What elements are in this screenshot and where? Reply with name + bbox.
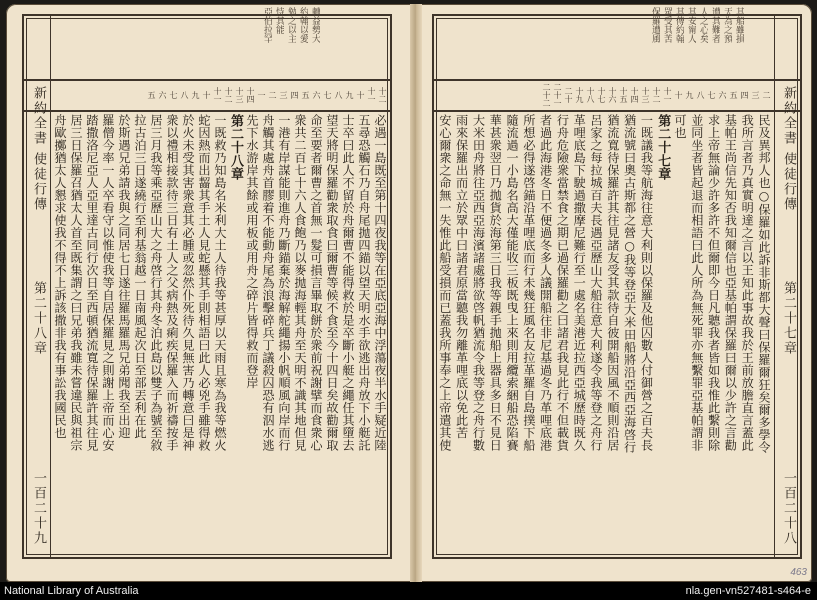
left-note-2: 約翰以愛 <box>298 7 308 43</box>
right-marginal-notes <box>444 7 744 77</box>
right-verse-ref-1: 二 <box>762 91 771 99</box>
left-verse-ref-16: 十一 <box>213 87 222 103</box>
left-verse-ref-22: 五 <box>147 91 156 99</box>
left-text-column-17: 於斯遇兄弟請我與之同居七日遂往羅馬羅馬兄弟聞我至出迎 <box>117 114 131 439</box>
right-text-column-7: 第二十七章 <box>655 114 671 181</box>
left-verse-ref-14: 十三 <box>235 87 244 103</box>
left-text-column-6: 衆共二百七十六人食飽乃以麥拋海輕其舟至天明不識其地但見 <box>293 114 307 452</box>
pencil-mark: 463 <box>790 567 807 578</box>
right-text-column-11: 呂家之每拉城百夫長遇亞歷山大船往意大利遂令我等登之舟行 <box>589 114 604 452</box>
right-text-column-15: 所想必得遂啓錨沿革哩底而行未幾狂風名友拉革羅自島撲下船 <box>521 114 536 452</box>
right-verse-ref-18: 十九 <box>575 87 584 103</box>
left-running-head: 新約全書 使徒行傳 <box>31 86 46 213</box>
right-text-column-20: 安心爾衆之命無一失惟此船受損而已蓋我所事奉之上帝遣其使 <box>437 114 452 452</box>
right-page-number: 一百二十八 <box>781 471 796 546</box>
left-verse-ref-3: 十 <box>356 91 365 99</box>
right-verse-ref-6: 七 <box>707 91 716 99</box>
left-verse-ref-9: 四 <box>290 91 299 99</box>
left-verse-ref-21: 六 <box>158 91 167 99</box>
right-verse-ref-11: 十二 <box>652 87 661 103</box>
left-verse-ref-20: 七 <box>169 91 178 99</box>
left-verse-ref-7: 六 <box>312 91 321 99</box>
left-page <box>12 4 410 582</box>
left-text-column-4: 望天將明保羅勸衆取食曰爾曹等候不食至今十四日矣故勸爾取 <box>325 114 339 452</box>
right-text-column-18: 大米田舟將往亞西亞海濱諸處將欲啓帆猶流令我等登之舟行數 <box>471 114 486 452</box>
right-verse-ref-3: 四 <box>740 91 749 99</box>
left-notes-divider <box>24 79 390 81</box>
right-page <box>424 4 812 582</box>
left-text-column-8: 舟觸其處舟首膠着不能動舟尾為浪擊碎兵丁議殺囚恐有泅水逃 <box>261 114 275 452</box>
library-name: National Library of Australia <box>4 585 139 597</box>
right-text-column-1: 民及異邦人也○保羅如此訴非斯都大聲曰保羅爾狂矣爾多學令 <box>757 114 771 454</box>
right-verse-ref-2: 三 <box>751 91 760 99</box>
right-text-column-2: 我所言者乃真實明達之言以王知此事故我於王前放膽直言蓋此 <box>740 114 755 452</box>
right-text-column-8: 一既議我等航海往意大利則以保羅及他囚數人付御營之百夫長 <box>639 114 654 452</box>
left-text-column-5: 命至要者爾曹之首無一髮可損言畢取餅於衆前祝謝擘而食衆心 <box>309 114 323 452</box>
left-verse-ref-5: 八 <box>334 91 343 99</box>
right-text-column-14: 者過此海港冬日不便過冬多人議開船往非尼基過冬乃革哩底港 <box>538 114 553 452</box>
left-verse-ref-8: 五 <box>301 91 310 99</box>
left-note-3: 勉之以主 <box>286 7 296 43</box>
right-note-7: 眾受其苦 <box>662 7 672 43</box>
left-text-column-10: 第二十八章 <box>228 114 243 181</box>
right-text-column-3: 基帕王尚信先知否我知爾信也亞基帕謂保羅曰爾以少許之言勸 <box>723 114 738 452</box>
right-note-8: 保羅遭風 <box>650 7 660 43</box>
right-text-column-13: 行舟危險衆當禁食之期已過保羅勸之曰諸君我見此行不但載貨 <box>555 114 570 452</box>
right-text-column-9: 猶流號曰奧古斯都之營○我等登亞大米田船將沿亞西亞海啓行 <box>622 114 637 454</box>
left-margin-strip <box>24 16 50 557</box>
right-verse-ref-8: 九 <box>685 91 694 99</box>
left-text-column-12: 蛇因熱而出齧其手土人見蛇懸其手則相語曰此人必兇手雖得救 <box>197 114 211 452</box>
left-text-column-9: 先下水游岸其餘或用板或用舟之碎片皆得救而登岸 <box>245 114 259 389</box>
right-verse-ref-12: 十三 <box>641 87 650 103</box>
right-verse-ref-13: 十四 <box>630 87 639 103</box>
left-text-column-3: 士卒曰此人不留於舟爾曹不能得救於是卒斷小艇之繩任其墮去 <box>341 114 355 452</box>
right-note-5: 其安甯人 <box>686 7 696 43</box>
left-text-column-19: 踏撒洛尼亞人亞里達古同行次日至西頓猶流寬待保羅許其往見 <box>85 114 99 452</box>
left-verse-ref-18: 九 <box>191 91 200 99</box>
left-verse-ref-1: 十二 <box>378 87 387 103</box>
left-refs-divider <box>24 110 390 112</box>
right-verse-ref-20: 二十一 <box>553 83 562 107</box>
right-text-column-16: 隨流過一小島名高大僅能收三板既曳上來則用纜索綑船恐陷賽 <box>505 114 520 452</box>
right-verse-ref-9: 十 <box>674 91 683 99</box>
right-verse-ref-17: 十八 <box>586 87 595 103</box>
right-verse-refs <box>436 82 771 108</box>
left-verse-ref-11: 二 <box>268 91 277 99</box>
book-gutter <box>410 4 422 582</box>
left-verse-ref-6: 七 <box>323 91 332 99</box>
left-verse-ref-17: 十 <box>202 91 211 99</box>
left-chapter-label: 第二十八章 <box>31 281 46 356</box>
right-body-text <box>436 114 772 554</box>
left-note-4: 恃其能 <box>274 7 284 34</box>
left-text-column-11: 一既救乃知島名米利大土人待我等甚厚以天雨且寒為我等燃火 <box>213 114 227 452</box>
right-verse-ref-16: 十七 <box>597 87 606 103</box>
right-verse-ref-15: 十六 <box>608 87 617 103</box>
left-text-column-15: 居三月我等乘亞歷山大之舟啓行其舟冬泊此島以雙子為號至敘 <box>149 114 163 452</box>
right-text-column-6: 可也 <box>673 114 688 139</box>
right-margin-strip <box>774 16 800 557</box>
right-verse-ref-5: 六 <box>718 91 727 99</box>
right-note-1: 其船雖損 <box>734 7 744 43</box>
left-text-column-7: 一港有岸謀能則進舟乃斷錨棄於海解舵繩揚小帆順風向岸而行 <box>277 114 291 452</box>
right-refs-divider <box>434 110 800 112</box>
left-verse-ref-15: 十二 <box>224 87 233 103</box>
right-verse-ref-21: 二十二 <box>542 83 551 107</box>
left-text-column-1: 必遇一島既至第十四夜我等在亞底亞海中浮蕩夜半水手疑近陸 <box>373 114 387 452</box>
item-identifier: nla.gen-vn527481-s464-e <box>685 585 811 597</box>
right-note-4: 人之心矣 <box>698 7 708 43</box>
right-text-column-10: 猶流寬待保羅許其往見諸友受其款待自彼開船因風不順則沿居 <box>605 114 620 452</box>
left-text-column-21: 舟歐擲猶太人懇求使我不得不上訴該撒非我有事訟我國民也 <box>53 114 67 439</box>
right-text-column-12: 革哩底島下駛過撒摩尼難行至一處名美港近拉西亞城歷時既久 <box>572 114 587 452</box>
left-body-text <box>52 114 388 554</box>
left-verse-ref-10: 三 <box>279 91 288 99</box>
right-running-head: 新約全書 使徒行傳 <box>781 86 796 213</box>
left-text-column-16: 拉古泊三日遂繞行至利基翁越一日南風起次日至部丟利在此 <box>133 114 147 439</box>
right-text-column-5: 並同坐者皆起退而相語曰此人所為無死罪亦無繫罪亞基帕謂非 <box>689 114 704 452</box>
right-verse-ref-14: 十五 <box>619 87 628 103</box>
left-verse-ref-2: 十一 <box>367 87 376 103</box>
left-text-column-14: 衆以禮相接款待三日有土人之父病熱及痢疾保羅入而祈禱按手 <box>165 114 179 452</box>
left-page-number: 一百二十九 <box>31 471 46 546</box>
right-text-column-19: 雨來保羅出而立於眾中曰諸君原當聽我勿離革哩底以免此苦 <box>454 114 469 439</box>
right-note-3: 遭其難者 <box>710 7 720 43</box>
left-text-column-18: 羅僧今率一人卒看守以惟使我等自居保羅見之則謝上帝而心安 <box>101 114 115 452</box>
right-text-column-4: 求上帝無論少許多許不但爾即今日凡聽我者皆如我惟此繫則除 <box>706 114 721 452</box>
book-spread <box>6 4 812 582</box>
left-verse-ref-12: 一 <box>257 91 266 99</box>
right-note-2: 天為之預 <box>722 7 732 43</box>
right-note-6: 其傳約翰 <box>674 7 684 43</box>
left-text-column-2: 五尋恐觸石乃自舟尾拋四錨以望天明水手欲逃出舟放下小艇託 <box>357 114 371 452</box>
right-chapter-label: 第二十七章 <box>781 281 796 356</box>
left-note-1: 轉益勢大 <box>310 7 320 43</box>
left-verse-ref-13: 十四 <box>246 87 255 103</box>
left-marginal-notes <box>262 7 320 77</box>
right-verse-ref-19: 二十 <box>564 87 573 103</box>
left-verse-ref-4: 九 <box>345 91 354 99</box>
left-text-column-13: 於火未受其害衆意其必腫或忽然仆死待久見無害乃轉意曰是神 <box>181 114 195 452</box>
library-footer <box>0 582 817 600</box>
right-verse-ref-10: 十一 <box>663 87 672 103</box>
right-verse-ref-7: 八 <box>696 91 705 99</box>
left-text-column-20: 居三日保羅召猶太人首至既集謂之曰兄弟我雖未嘗違民與祖宗 <box>69 114 83 452</box>
left-verse-ref-19: 八 <box>180 91 189 99</box>
left-note-5: 亞伯拉罕 <box>262 7 272 43</box>
right-text-column-17: 華甚衆翌日乃拋貨於海第三日我等親手拋船上器具多日不見日 <box>488 114 503 452</box>
right-verse-ref-4: 五 <box>729 91 738 99</box>
right-notes-divider <box>434 79 800 81</box>
left-verse-refs <box>52 82 387 108</box>
